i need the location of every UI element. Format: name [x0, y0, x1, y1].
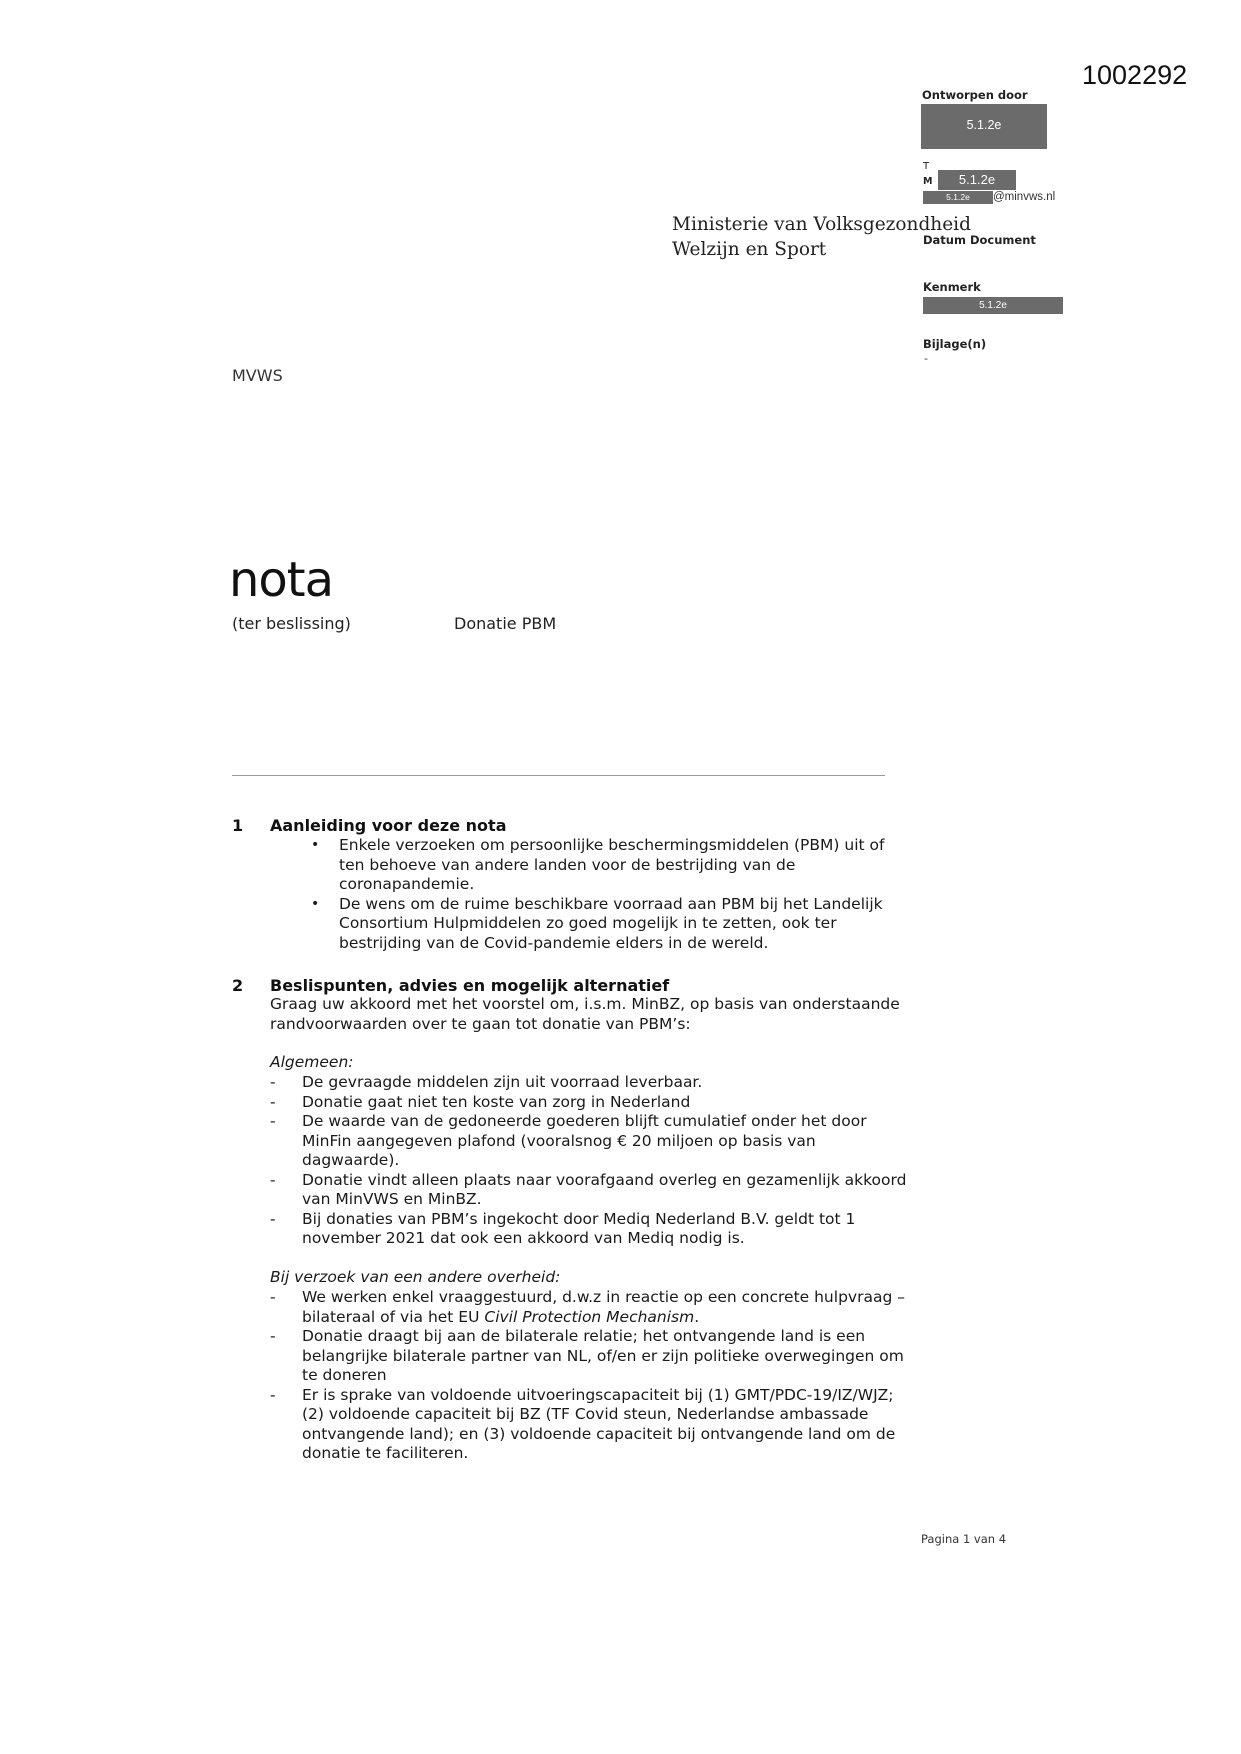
list-item: • Enkele verzoeken om persoonlijke beschermingsmiddelen (PBM) uit of ten behoeve van andere landen voor de bestrijding van de coronapandemie.: [311, 836, 885, 893]
list-item: - De gevraagde middelen zijn uit voorraad leverbaar.: [270, 1073, 703, 1091]
ministry-line-1: Ministerie van Volksgezondheid: [672, 214, 971, 235]
section-2-title: Beslispunten, advies en mogelijk alternatief: [270, 976, 670, 995]
addressee: MVWS: [232, 366, 283, 385]
list-item: - Er is sprake van voldoende uitvoeringscapaciteit bij (1) GMT/PDC-19/IZ/WJZ; (2) voldoende capaciteit bij BZ (TF Covid steun, Nederlandse ambassade ontvangende land); en (3) voldoende capaciteit bij ontvangende land om de donatie te faciliteren.: [270, 1385, 896, 1462]
document-number: 1002292: [1082, 60, 1188, 90]
request-heading: Bij verzoek van een andere overheid:: [270, 1268, 561, 1286]
bijlage-label: Bijlage(n): [923, 337, 987, 351]
list-item: • De wens om de ruime beschikbare voorraad aan PBM bij het Landelijk Consortium Hulpmiddelen zo goed mogelijk in te zetten, ook ter bestrijding van de Covid-pandemie elders in de wereld.: [311, 894, 883, 952]
list-item: - De waarde van de gedoneerde goederen blijft cumulatief onder het door MinFin aangegeven plafond (vooralsnog € 20 miljoen op basis van dagwaarde).: [270, 1112, 867, 1169]
section-2-number: 2: [232, 976, 244, 995]
tm-redacted: 5.1.2e: [938, 170, 1016, 190]
divider: [232, 775, 885, 776]
designed-by-label: Ontworpen door: [922, 88, 1028, 102]
date-label: Datum Document: [923, 233, 1036, 247]
list-item: - Donatie draagt bij aan de bilaterale relatie; het ontvangende land is een belangrijke bilaterale partner van NL, of/en er zijn politieke overwegingen om te doneren: [270, 1327, 904, 1384]
kenmerk-label: Kenmerk: [923, 280, 981, 294]
request-list: [270, 1288, 910, 1464]
section-1-number: 1: [232, 816, 244, 835]
section-2-intro: Graag uw akkoord met het voorstel om, i.s.m. MinBZ, op basis van onderstaande randvoorwaarden over te gaan tot donatie van PBM’s:: [270, 995, 900, 1033]
designed-by-redacted: 5.1.2e: [921, 104, 1047, 149]
document-subject: Donatie PBM: [454, 614, 557, 633]
bijlage-value: -: [924, 352, 928, 365]
list-item: - Donatie vindt alleen plaats naar voorafgaand overleg en gezamenlijk akkoord van MinVWS en MinBZ.: [270, 1170, 907, 1208]
list-item: - Bij donaties van PBM’s ingekocht door Mediq Nederland B.V. geldt tot 1 november 2021 dat ook een akkoord van Mediq nodig is.: [270, 1209, 856, 1247]
email-domain: @minvws.nl: [993, 191, 1056, 203]
section-1-title: Aanleiding voor deze nota: [270, 816, 507, 835]
list-item: - Donatie gaat niet ten koste van zorg in Nederland: [270, 1092, 691, 1111]
t-label: T: [923, 161, 930, 172]
document-title: nota: [229, 552, 334, 608]
list-item: - We werken enkel vraaggestuurd, d.w.z in reactie op een concrete hulpvraag – bilateraal of via het EU Civil Protection Mechanism.: [270, 1288, 905, 1326]
general-heading: Algemeen:: [270, 1053, 354, 1071]
section-1-bullets: [307, 836, 912, 953]
m-label: M: [923, 176, 933, 187]
document-subtitle: (ter beslissing): [232, 614, 351, 633]
page-indicator: Pagina 1 van 4: [921, 1532, 1007, 1546]
kenmerk-redacted: 5.1.2e: [923, 297, 1063, 314]
email-redacted: 5.1.2e: [923, 191, 993, 204]
ministry-line-2: Welzijn en Sport: [672, 239, 827, 260]
general-list: [270, 1073, 910, 1249]
ministry-name: [672, 212, 971, 262]
